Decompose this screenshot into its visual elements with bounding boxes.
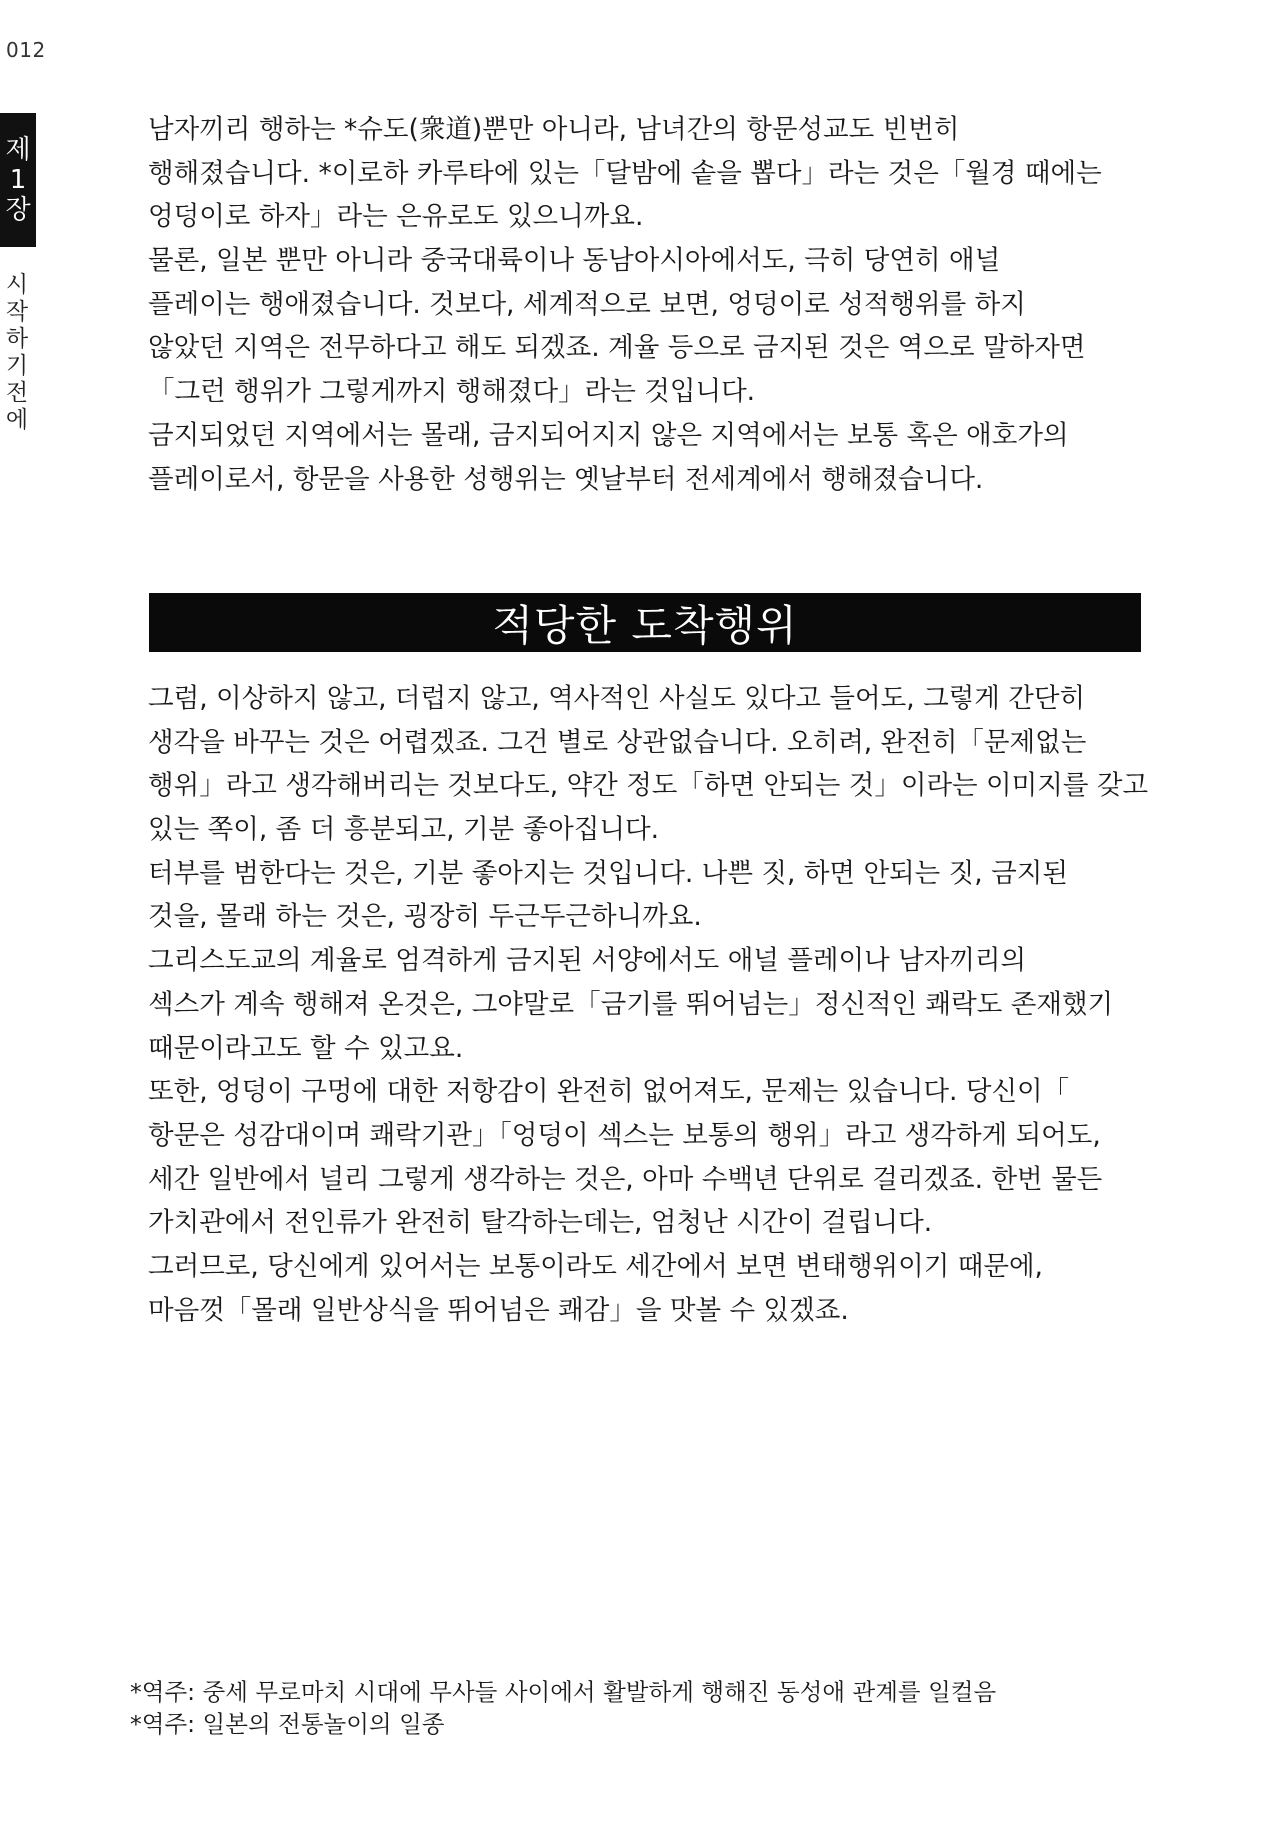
text-line: 섹스가 계속 행해져 온것은, 그야말로「금기를 뛰어넘는」정신적인 쾌락도 존재했기 bbox=[148, 988, 1114, 1020]
text-line: 것을, 몰래 하는 것은, 굉장히 두근두근하니까요. bbox=[148, 901, 702, 933]
text-line: 때문이라고도 할 수 있고요. bbox=[148, 1032, 464, 1064]
text-line: 그러므로, 당신에게 있어서는 보통이라도 세간에서 보면 변태행위이기 때문에, bbox=[148, 1250, 1043, 1282]
text-line: 가치관에서 전인류가 완전히 탈각하는데는, 엄청난 시간이 걸립니다. bbox=[148, 1207, 933, 1239]
footnote: *역주: 일본의 전통놀이의 일종 bbox=[130, 1710, 445, 1738]
text-line: 「그런 행위가 그렇게까지 행해졌다」라는 것입니다. bbox=[148, 376, 756, 408]
page-number: 012 bbox=[6, 38, 46, 62]
chapter-tab-char: 제 bbox=[5, 135, 31, 165]
chapter-subtitle-char: 시 bbox=[5, 272, 29, 298]
body-section-1 bbox=[148, 108, 1188, 501]
text-line: 물론, 일본 뿐만 아니라 중국대륙이나 동남아시아에서도, 극히 당연히 애널 bbox=[148, 245, 1001, 277]
text-line: 행위」라고 생각해버리는 것보다도, 약간 정도「하면 안되는 것」이라는 이미지를 갖고 bbox=[148, 770, 1149, 802]
text-line: 세간 일반에서 널리 그렇게 생각하는 것은, 아마 수백년 단위로 걸리겠죠. 한번 물든 bbox=[148, 1163, 1103, 1195]
chapter-subtitle-char: 작 bbox=[5, 299, 29, 325]
text-line: 있는 쪽이, 좀 더 흥분되고, 기분 좋아집니다. bbox=[148, 814, 659, 846]
text-line: 그리스도교의 계율로 엄격하게 금지된 서양에서도 애널 플레이나 남자끼리의 bbox=[148, 945, 1027, 977]
text-line: 또한, 엉덩이 구멍에 대한 저항감이 완전히 없어져도, 문제는 있습니다. 당신이「 bbox=[148, 1076, 1070, 1108]
text-line: 행해졌습니다. *이로하 카루타에 있는「달밤에 솥을 뽑다」라는 것은「월경 때에는 bbox=[148, 157, 1102, 189]
chapter-tab-char: 장 bbox=[5, 195, 31, 225]
chapter-subtitle-char: 기 bbox=[5, 353, 29, 379]
section-heading-text: 적당한 도착행위 bbox=[492, 600, 798, 650]
text-line: 그럼, 이상하지 않고, 더럽지 않고, 역사적인 사실도 있다고 들어도, 그렇게 간단히 bbox=[148, 683, 1086, 714]
text-line: 않았던 지역은 전무하다고 해도 되겠죠. 계율 등으로 금지된 것은 역으로 말하자면 bbox=[148, 332, 1086, 364]
chapter-subtitle-char: 에 bbox=[5, 407, 29, 433]
text-line: 플레이는 행애졌습니다. 것보다, 세계적으로 보면, 엉덩이로 성적행위를 하지 bbox=[148, 288, 1026, 320]
text-line: 마음껏「몰래 일반상식을 뛰어넘은 쾌감」을 맛볼 수 있겠죠. bbox=[148, 1294, 849, 1326]
footnote: *역주: 중세 무로마치 시대에 무사들 사이에서 활발하게 행해진 동성애 관계를 일컬음 bbox=[130, 1678, 997, 1706]
text-line: 플레이로서, 항문을 사용한 성행위는 옛날부터 전세계에서 행해졌습니다. bbox=[148, 463, 984, 495]
chapter-subtitle bbox=[2, 272, 32, 434]
text-line: 생각을 바꾸는 것은 어렵겠죠. 그건 별로 상관없습니다. 오히려, 완전히「문제없는 bbox=[148, 726, 1087, 758]
section-heading bbox=[149, 593, 1141, 652]
body-section-2 bbox=[148, 677, 1188, 1332]
text-line: 금지되었던 지역에서는 몰래, 금지되어지지 않은 지역에서는 보통 혹은 애호가의 bbox=[148, 419, 1069, 451]
text-line: 항문은 성감대이며 쾌락기관」「엉덩이 섹스는 보통의 행위」라고 생각하게 되어도, bbox=[148, 1119, 1101, 1151]
chapter-tab bbox=[0, 113, 36, 247]
chapter-tab-char: 1 bbox=[9, 165, 27, 195]
text-line: 터부를 범한다는 것은, 기분 좋아지는 것입니다. 나쁜 짓, 하면 안되는 짓, 금지된 bbox=[148, 857, 1068, 889]
chapter-subtitle-char: 전 bbox=[5, 380, 29, 406]
text-line: 엉덩이로 하자」라는 은유로도 있으니까요. bbox=[148, 201, 644, 233]
chapter-subtitle-char: 하 bbox=[5, 326, 29, 352]
text-line: 남자끼리 행하는 *슈도(衆道)뿐만 아니라, 남녀간의 항문성교도 빈번히 bbox=[148, 114, 960, 145]
footnotes bbox=[130, 1676, 996, 1740]
